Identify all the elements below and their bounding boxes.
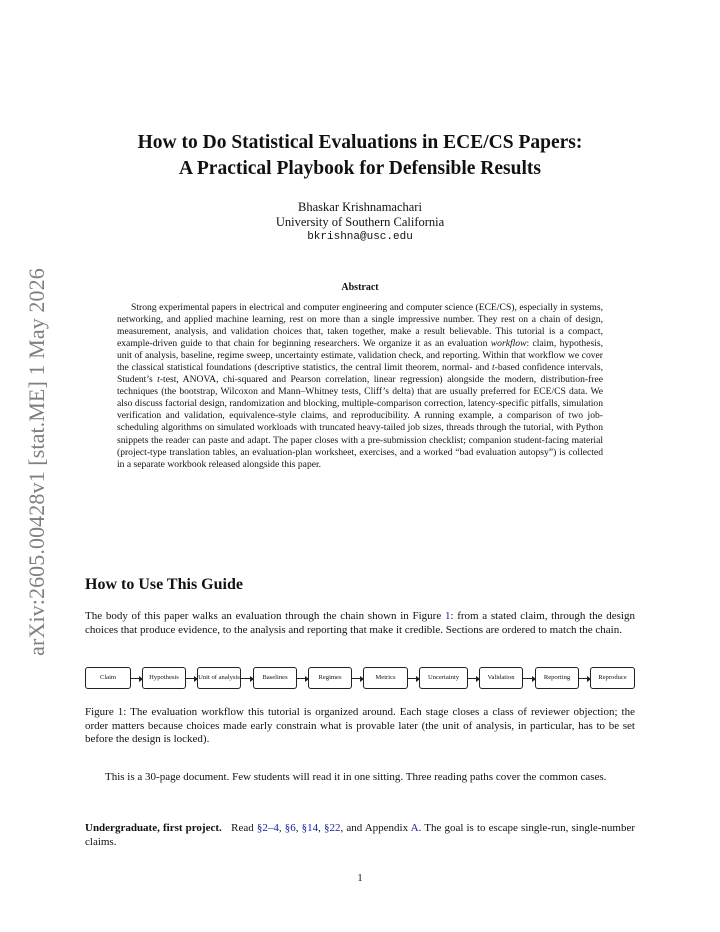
abstract-part: -based confidence intervals, Student’s	[117, 362, 603, 386]
figure-caption: Figure 1: The evaluation workflow this tutorial is organized around. Each stage closes a class of reviewer objection; the order matters because choices made early constrain what is provable later (the unit of analysis, in particular, has to be set before the design is locked).	[85, 706, 635, 746]
workflow-arrow	[408, 678, 419, 679]
run-in-heading: Undergraduate, first project.	[85, 822, 222, 834]
workflow-arrow	[241, 678, 253, 679]
abstract-part: : claim, hypothesis, unit of analysis, baseline, regime sweep, uncertainty estimate, validation check, and reporting. Within that workflow we cover the classical statistical foundations (descriptive statistics, the central limit theorem, normal- and	[117, 338, 604, 374]
workflow-arrow	[186, 678, 197, 679]
undergrad-text: , and Appendix	[340, 822, 411, 834]
workflow-arrow	[523, 678, 535, 679]
workflow-step-claim: Claim	[85, 667, 131, 689]
workflow-arrow	[131, 678, 142, 679]
abstract-part: Strong experimental papers in electrical and computer engineering and computer science (ECE/CS), especially in systems, networking, and applied machine learning, rest on more than a single impressive number. They rest on a chain of design, measurement, analysis, and validation choices that, taken together, make a result believable. This tutorial is a compact, example-driven guide to that chain for beginning researchers. We organize it as an evaluation	[117, 302, 603, 350]
figure-ref-link[interactable]: 1	[444, 610, 451, 622]
workflow-step-hypothesis: Hypothesis	[142, 667, 186, 689]
undergrad-paragraph	[85, 822, 635, 849]
abstract-emphasis: workflow	[490, 338, 527, 350]
reading-paths-paragraph: This is a 30-page document. Few students will read it in one sitting. Three reading paths cover the common cases.	[105, 771, 607, 783]
section-intro	[85, 610, 635, 637]
workflow-step-unit: Unit of analysis	[197, 667, 241, 689]
workflow-step-metrics: Metrics	[363, 667, 408, 689]
appendix-ref-link[interactable]: A	[410, 822, 419, 834]
intro-text: The body of this paper walks an evaluation through the chain shown in Figure	[85, 610, 445, 622]
section-ref-link[interactable]: §14	[301, 822, 319, 834]
abstract-emphasis: t	[157, 374, 160, 386]
author-block	[80, 200, 640, 245]
undergrad-text: . The goal is to escape single-run, single-number claims.	[85, 822, 636, 848]
workflow-step-validation: Validation	[479, 667, 523, 689]
workflow-arrow	[352, 678, 363, 679]
workflow-step-reproduce: Reproduce	[590, 667, 635, 689]
abstract-part: -test, ANOVA, chi-squared and Pearson correlation, linear regression) alongside the modern, distribution-free techniques (the bootstrap, Wilcoxon and Mann–Whitney tests, Cliff’s delta) that are usually preferred for ECE/CS data. We also discuss factorial design, randomization and blocking, multiple-comparison correction, latency-specific pitfalls, simulation verification and validation, equivalence-style claims, and reproducibility. A running example, a comparison of two job-scheduling algorithms on simulated workloads with truncated heavy-tailed job sizes, threads through the tutorial, with Python snippets the reader can paste and adapt. The paper closes with a pre-submission checklist; companion student-facing material (project-type translation tables, an evaluation-plan worksheet, exercises, and a worked “bad evaluation autopsy”) is collected in a separate workbook released alongside this paper.	[117, 374, 603, 470]
abstract-text	[117, 302, 603, 471]
workflow-step-reporting: Reporting	[535, 667, 579, 689]
title-line-1: How to Do Statistical Evaluations in ECE/CS Papers:	[137, 132, 583, 153]
section-ref-link[interactable]: §6	[284, 822, 296, 834]
undergrad-sep: ,	[318, 822, 324, 834]
undergrad-sep: ,	[295, 822, 302, 834]
page-number: 1	[357, 873, 363, 884]
undergrad-text: Read	[231, 822, 257, 834]
author-name: Bhaskar Krishnamachari	[298, 200, 422, 214]
author-email[interactable]: bkrishna@usc.edu	[307, 231, 413, 243]
abstract-emphasis: t	[492, 362, 495, 374]
workflow-arrow	[579, 678, 590, 679]
section-heading: How to Use This Guide	[85, 576, 243, 593]
workflow-step-regimes: Regimes	[308, 667, 352, 689]
section-ref-link[interactable]: §22	[323, 822, 341, 834]
paper-title	[80, 130, 640, 182]
section-ref-link[interactable]: §2–4	[256, 822, 279, 834]
workflow-arrow	[297, 678, 308, 679]
workflow-diagram	[85, 667, 635, 693]
workflow-arrow	[468, 678, 479, 679]
intro-text: : from a stated claim, through the design choices that produce evidence, to the analysis and reporting that make it credible. Sections are ordered to match the chain.	[85, 610, 635, 636]
undergrad-sep: ,	[278, 822, 285, 834]
abstract-heading: Abstract	[341, 282, 379, 293]
author-affiliation: University of Southern California	[275, 215, 445, 229]
arxiv-sidebar-stamp: arXiv:2605.00428v1 [stat.ME] 1 May 2026	[24, 268, 49, 656]
workflow-step-uncertainty: Uncertainty	[419, 667, 468, 689]
workflow-step-baselines: Baselines	[253, 667, 297, 689]
title-line-2: A Practical Playbook for Defensible Results	[179, 158, 541, 179]
